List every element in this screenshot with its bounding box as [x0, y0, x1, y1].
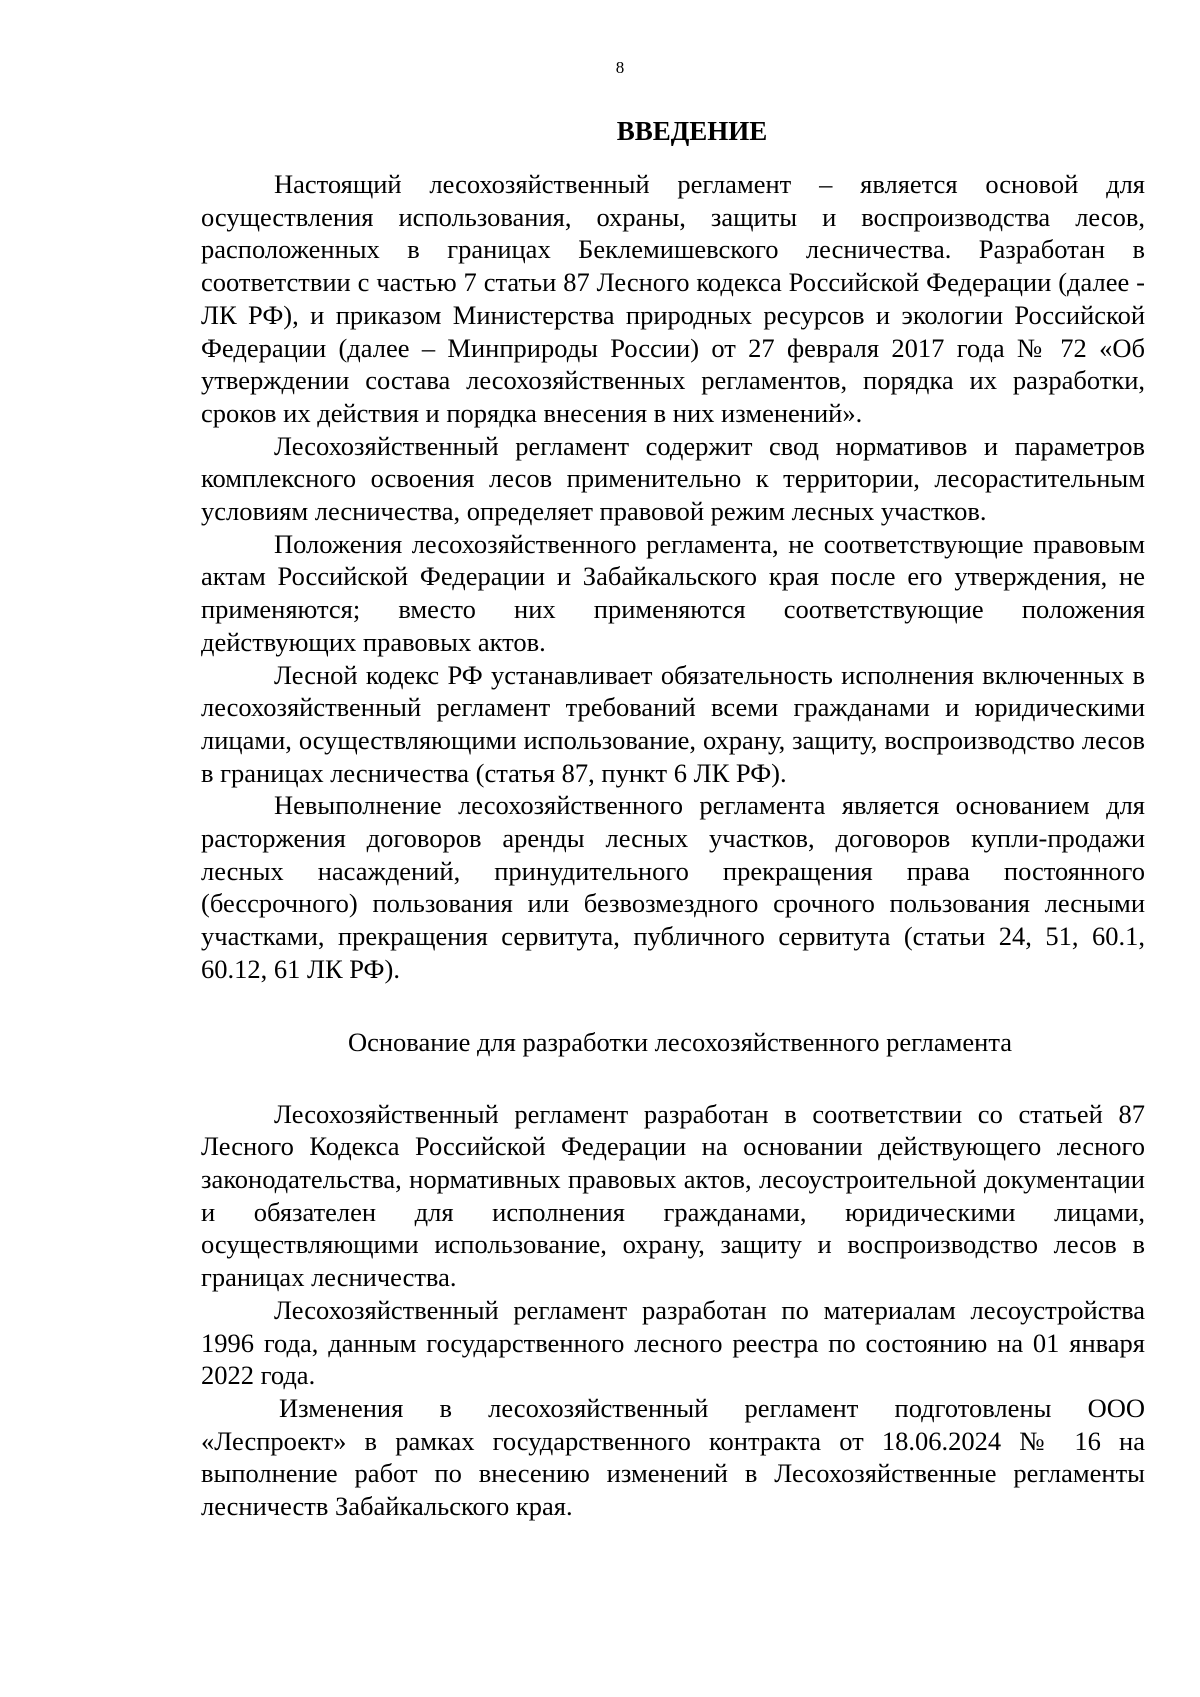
intro-paragraph: Лесной кодекс РФ устанавливает обязательность исполнения включенных в лесохозяйственный регламент требований всеми гражданами и юридическими лицами, осуществляющими использование, охрану, защиту, воспроизводство лесов в границах лесничества (статья 87, пункт 6 ЛК РФ). [201, 659, 1145, 788]
basis-paragraph: Лесохозяйственный регламент разработан в соответствии со статьей 87 Лесного Кодекса Российской Федерации на основании действующего лесного законодательства, нормативных правовых актов, лесоустроительной документации и обязателен для исполнения гражданами, юридическими лицами, осуществляющими использование, охрану, защиту и воспроизводство лесов в границах лесничества. [201, 1098, 1145, 1293]
page-number: 8 [615, 58, 625, 77]
intro-paragraph: Невыполнение лесохозяйственного регламента является основанием для расторжения договоров аренды лесных участков, договоров купли-продажи лесных насаждений, принудительного прекращения права постоянного (бессрочного) пользования или безвозмездного срочного пользования лесными участками, прекращения сервитута, публичного сервитута (статьи 24, 51, 60.1, 60.12, 61 ЛК РФ). [201, 790, 1145, 984]
page-title: ВВЕДЕНИЕ [616, 116, 768, 146]
intro-paragraph: Настоящий лесохозяйственный регламент – является основой для осуществления использования, охраны, защиты и воспроизводства лесов, расположенных в границах Беклемишевского лесничества. Разработан в соответствии с частью 7 статьи 87 Лесного кодекса Российской Федерации (далее - ЛК РФ), и приказом Министерства природных ресурсов и экологии Российской Федерации (далее – Минприроды России) от 27 февраля 2017 года № 72 «Об утверждении состава лесохозяйственных регламентов, порядка их разработки, сроков их действия и порядка внесения в них изменений». [201, 169, 1145, 428]
basis-paragraph: Лесохозяйственный регламент разработан по материалам лесоустройства 1996 года, данным государственного лесного реестра по состоянию на 01 января 2022 года. [201, 1294, 1145, 1391]
intro-paragraph: Положения лесохозяйственного регламента, не соответствующие правовым актам Российской Федерации и Забайкальского края после его утверждения, не применяются; вместо них применяются соответствующие положения действующих правовых актов. [201, 528, 1145, 657]
intro-paragraph: Лесохозяйственный регламент содержит свод нормативов и параметров комплексного освоения лесов применительно к территории, лесорастительным условиям лесничества, определяет правовой режим лесных участков. [201, 430, 1145, 527]
basis-paragraph: Изменения в лесохозяйственный регламент подготовлены ООО «Леспроект» в рамках государственного контракта от 18.06.2024 № 16 на выполнение работ по внесению изменений в Лесохозяйственные регламенты лесничеств Забайкальского края. [201, 1392, 1145, 1522]
page-content [201, 114, 1145, 1523]
section-heading: Основание для разработки лесохозяйственного регламента [347, 1026, 1013, 1057]
